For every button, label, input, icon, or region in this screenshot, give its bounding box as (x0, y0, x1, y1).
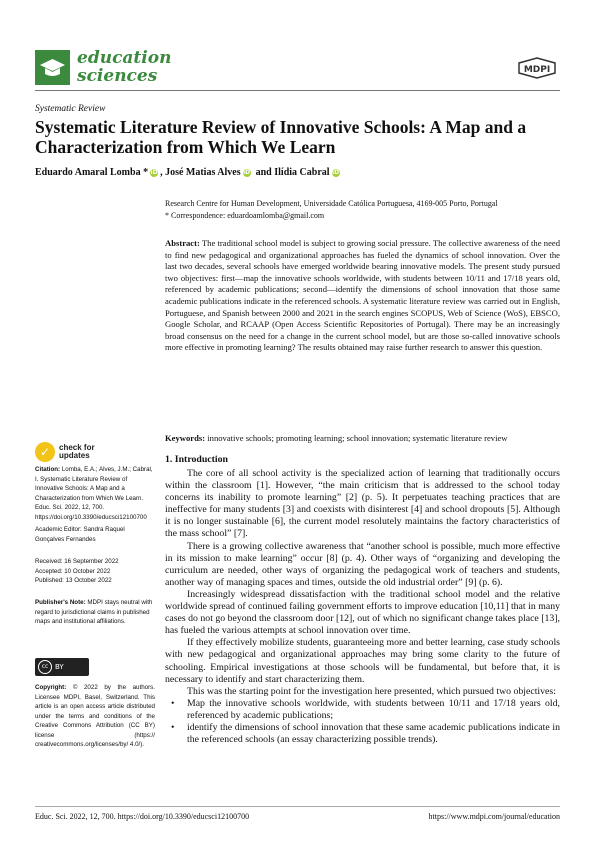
cc-by-license-badge[interactable] (35, 658, 89, 676)
correspondence-line: * Correspondence: eduardoamlomba@gmail.com (165, 211, 325, 220)
journal-logo-icon (35, 50, 70, 85)
orcid-icon[interactable]: iD (332, 168, 340, 176)
author-1[interactable]: Eduardo Amaral Lomba * (35, 167, 149, 178)
orcid-icon[interactable]: iD (150, 168, 158, 176)
journal-name: education sciences (77, 48, 172, 86)
accepted-date: Accepted: 10 October 2022 (35, 567, 111, 575)
footer-rule (35, 806, 560, 807)
academic-editor: Academic Editor: Sandra Raquel Gonçalves Fernandes (35, 526, 125, 543)
author-2[interactable]: , José Matias Alves (160, 167, 241, 178)
check-for-updates-button[interactable]: ✓ check for updates (35, 442, 95, 462)
by-icon: BY (55, 663, 64, 671)
article-title: Systematic Literature Review of Innovative Schools: A Map and a Characterization from Which We Learn (35, 117, 527, 157)
published-date: Published: 13 October 2022 (35, 577, 112, 584)
article-type: Systematic Review (35, 104, 106, 114)
publisher-note-text: MDPI stays neutral with regard to jurisdictional claims in published maps and institutional affiliations. (35, 599, 153, 625)
paragraph: The core of all school activity is the specialized action of learning that traditionally occurs within the classroom [1]. However, “the main criticism that is addressed to the school today concerns its inability to promote learning” [2] (p. 5). It perpetuates teaching practices that are ineffective for many students [3] and coexists with disinterest [4] and school dropouts [5]. Although it is no longer sustainable [6], the current model resolutely maintains the factory characteristics of the mass school” [7]. (165, 468, 560, 540)
publisher-note (35, 598, 155, 627)
publisher-note-label: Publisher's Note: (35, 599, 86, 606)
abstract-label: Abstract: (165, 238, 200, 248)
copyright-label: Copyright: (35, 684, 67, 691)
author-list (35, 167, 340, 178)
list-item: • identify the dimensions of school innovation that these same academic publications indicate in the referenced schools (an essay characterizing possible trends). (187, 722, 560, 746)
citation-block (35, 465, 155, 522)
section-heading: 1. Introduction (165, 454, 228, 465)
citation-label: Citation: (35, 466, 61, 473)
paragraph: This was the starting point for the investigation here presented, which pursued two objectives: (187, 685, 556, 697)
footer-citation: Educ. Sci. 2022, 12, 700. https://doi.org/10.3390/educsci12100700 (35, 812, 250, 821)
citation-text: Lomba, E.A.; Alves, J.M.; Cabral, I. Systematic Literature Review of Innovative Schools: A Map and a Characterization from Which We Learn. Educ. Sci. 2022, 12, 700. https://doi.org/10.3390/educsci12100700 (35, 466, 153, 521)
copyright-text: © 2022 by the authors. Licensee MDPI, Basel, Switzerland. This article is an open access article distributed under the terms and conditions of the Creative Commons Attribution (CC BY) license (https:// creativecommons.org/licenses/by/ 4.0/). (35, 684, 155, 748)
footer-journal-link[interactable]: https://www.mdpi.com/journal/education (428, 812, 560, 821)
received-date: Received: 16 September 2022 (35, 558, 119, 565)
abstract-text: The traditional school model is subject to growing social pressure. The collective awareness of the need to find new pedagogical and organizational approaches has fueled the dynamics of school innovation. Over the last two decades, several schools have emerged worldwide bearing innovative models. The present study pursued two objectives: first—map the innovative schools worldwide, with students between 10/11 and 17/18 years old, referenced by academic publications; second—identify the dimensions of school innovation that those same academic publications indicate in the referenced schools. A systematic literature review was carried out in English, Portuguese, and Spanish between 2000 and 2021 in the search engines SCOPUS, Web of Science (WoS), EBSCO, Google Scholar, and RCAAP (Open Access Scientific Repositories of Portugal). There may be an increasingly broad consensus on the need for a change in the current school model, but are those so-called innovative schools more effective in promoting learning? The results obtained may raise further research to answer this question. (165, 238, 560, 353)
author-3[interactable]: and Ilídia Cabral (255, 167, 330, 178)
copyright-block (35, 683, 155, 750)
orcid-icon[interactable]: iD (243, 168, 251, 176)
keywords-text: innovative schools; promoting learning; school innovation; systematic literature review (207, 433, 508, 443)
dates-block (35, 557, 155, 586)
cc-icon: cc (38, 660, 52, 674)
affiliation (165, 198, 498, 222)
paragraph: If they effectively mobilize students, guaranteeing more and better learning, case study schools with new pedagogical and organizational approaches may bring some clarity to the future of schooling. Empirical investigations at those schools will be fundamental, but before that, it is necessary to identify and start characterizing them. (165, 637, 560, 685)
introduction-body (165, 468, 560, 746)
abstract (165, 238, 560, 354)
keywords (165, 433, 560, 444)
header-rule (35, 90, 560, 91)
mdpi-logo-icon (517, 57, 557, 79)
paragraph: Increasingly widespread dissatisfaction with the traditional school model and the relative worldwide spread of continued failing government efforts to improve education [10,11] that in many cases do not go beyond the classroom door [12], out of which no significant change takes place [13], has fueled the various attempts at school innovation over time. (165, 588, 560, 637)
check-icon: ✓ (35, 442, 55, 462)
paragraph: There is a growing collective awareness that “another school is possible, much more effective in its mission to make learning” occur [8] (p. 4). Other ways of “organizing and developing the curriculum are needed, other ways of organizing the pedagogical work of teachers and students, another way of managing spaces and times, outside the old industrial order” [9] (p. 6). (165, 540, 560, 588)
keywords-label: Keywords: (165, 433, 206, 443)
affiliation-line: Research Centre for Human Development, Universidade Católica Portuguesa, 4169-005 Porto, Portugal (165, 199, 498, 208)
objective-list (165, 698, 560, 746)
svg-text:MDPI: MDPI (523, 65, 551, 75)
list-item: • Map the innovative schools worldwide, with students between 10/11 and 17/18 years old, referenced by academic publications; (187, 698, 560, 722)
